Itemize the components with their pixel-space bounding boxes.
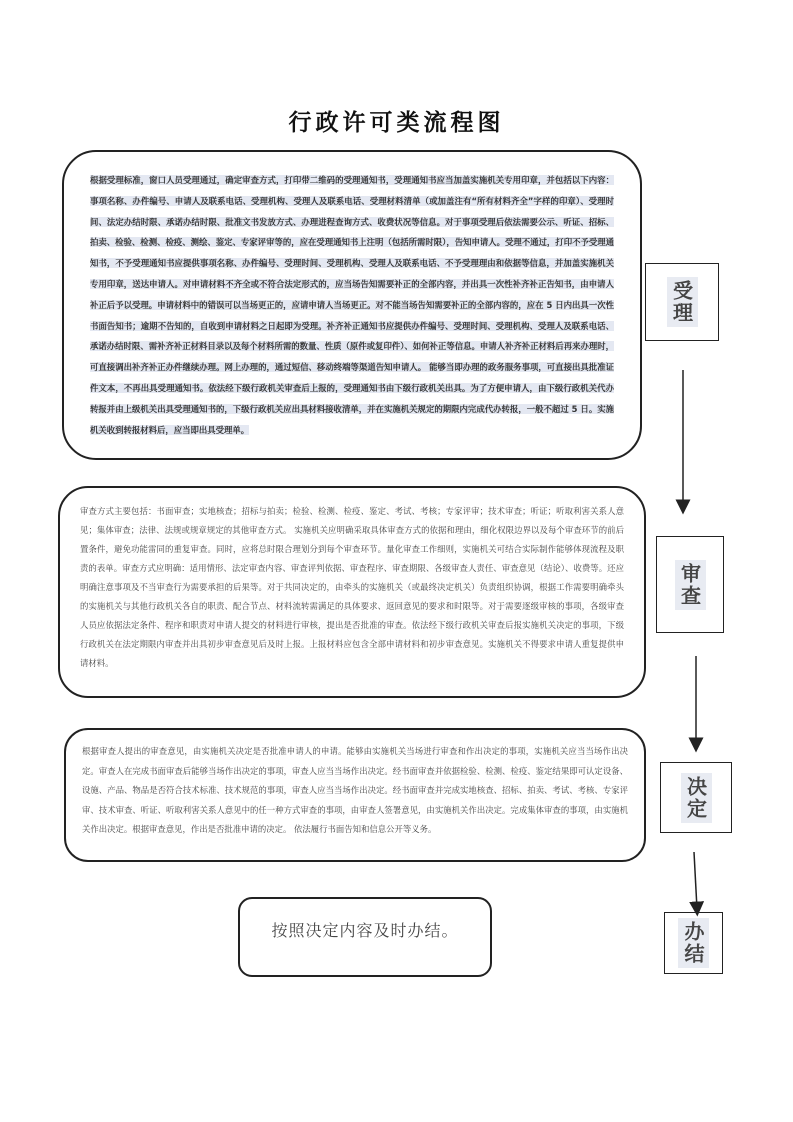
accept-process-text: 根据受理标准，窗口人员受理通过，确定审查方式，打印带二维码的受理通知书，受理通知书应当加盖实施机关专用印章，并包括以下内容：事项名称、办件编号、申请人及联系电话、受理机构、受理人及联系电话、受理材料清单（或加盖注有“所有材料齐全”字样的印章）、受理时间、法定办结时限、承诺办结时限、批准文书发放方式、办理进程查询方式、收费状况等信息。对于事项受理后依法需要公示、听证、招标、拍卖、检验、检测、检疫、测绘、鉴定、专家评审等的，应在受理通知书上注明（包括所需时限），告知申请人。受理不通过，打印不予受理通知书，不予受理通知书应提供事项名称、办件编号、受理时间、受理机构、受理人及联系电话、不予受理理由和依据等信息，并加盖实施机关专用印章，送达申请人。对申请材料不齐全或不符合法定形式的，应当场告知需要补正的全部内容，并出具一次性补齐补正告知书，由申请人补正后予以受理。申请材料中的错误可以当场更正的，应请申请人当场更正。对不能当场告知需要补正的全部内容的，应在 5 日内出具一次性书面告知书；逾期不告知的，自收到申请材料之日起即为受理。补齐补正通知书应提供办件编号、受理时间、受理机构、受理人及联系电话、承诺办结时限、需补齐补正材料目录以及每个材料所需的数量、性质（原件或复印件）、如何补正等信息。申请人补齐补正材料后再来办理时，可直接调出补齐补正办件继续办理。网上办理的，通过短信、移动终端等渠道告知申请人。 能够当即办理的政务服务事项，可直接出具批准证件文本，不再出具受理通知书。依法经下级行政机关审查后上报的，受理通知书由下级行政机关出具。为了方便申请人，由下级行政机关代办转报并由上级机关出具受理通知书的，下级行政机关应出具材料接收清单，并在实施机关规定的期限内完成代办转报，一般不超过 5 日。实施机关收到转报材料后，应当即出具受理单。 [90,175,614,435]
stage-review-label: 审查 [675,560,706,610]
decide-process-text: 根据审查人提出的审查意见，由实施机关决定是否批准申请人的申请。能够由实施机关当场进行审查和作出决定的事项，实施机关应当当场作出决定。审查人在完成书面审查后能够当场作出决定的事项，审查人应当当场作出决定。经书面审查并依据检验、检测、检疫、鉴定结果即可认定设备、设施、产品、物品是否符合技术标准、技术规范的事项，审查人应当当场作出决定。经书面审查并完成实地核查、招标、拍卖、考试、考核、专家评审、技术审查、听证、听取利害关系人意见中的任一种方式审查的事项，由审查人签署意见，由实施机关作出决定。完成集体审查的事项，由实施机关作出决定。根据审查意见，作出是否批准申请的决定。 依法履行书面告知和信息公开等义务。 [82,746,628,834]
finish-process-text: 按照决定内容及时办结。 [271,921,459,940]
stage-decide-label: 决定 [681,773,712,823]
arrow-decide-to-finish [694,852,697,909]
stage-accept-label: 受理 [667,277,698,327]
page-title: 行政许可类流程图 [288,109,505,136]
review-process-text: 审查方式主要包括：书面审查；实地核查；招标与拍卖；检验、检测、检疫、鉴定、考试、考核；专家评审；技术审查；听证；听取利害关系人意见；集体审查；法律、法规或规章规定的其他审查方式。 实施机关应明确采取具体审查方式的依据和理由，细化权限边界以及每个审查环节的前后置条件，避免功能雷同的重复审查。同时，应将总时限合理划分到每个审查环节。量化审查工作细则，实施机关可结合实际制作能够体现流程及职责的表单。审查方式应明确：适用情形、法定审查内容、审查评判依据、审查程序、审查期限、各级审查人责任、审查意见（结论）、收费等。还应明确注意事项及不当审查行为需要承担的后果等。对于共同决定的，由牵头的实施机关（或最终决定机关）负责组织协调，根据工作需要明确牵头的实施机关与其他行政机关各自的职责、配合节点、材料流转需满足的具体要求、返回意见的要求和时限等。对于需要逐级审核的事项，各级审查人员应依据法定条件、程序和职责对申请人提交的材料进行审核，提出是否批准的审查。依法经下级行政机关审查后报实施机关决定的事项，下级行政机关在法定期限内审查并出具初步审查意见后及时上报。上报材料应包含全部申请材料和初步审查意见。实施机关不得要求申请人重复提供申请材料。 [80,506,624,668]
stage-finish-label: 办结 [678,918,709,968]
